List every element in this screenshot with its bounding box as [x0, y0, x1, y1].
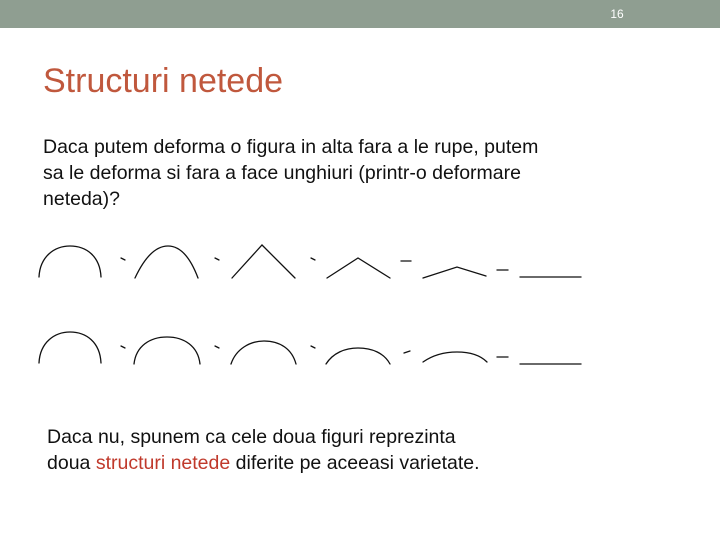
- row1-arrow-3: [311, 258, 315, 260]
- row2-arrow-2: [215, 346, 219, 348]
- row1-arrow-1: [121, 258, 125, 260]
- conclusion-text-before: doua: [47, 452, 96, 474]
- row2-arrow-4: [404, 351, 410, 353]
- slide-title: Structuri netede: [43, 62, 284, 100]
- body-line-1: Daca putem deforma o figura in alta fara a le rupe, putem: [43, 136, 539, 158]
- conclusion-line-1: Daca nu, spunem ca cele doua figuri reprezinta: [47, 426, 456, 448]
- conclusion-line-2: [47, 450, 687, 476]
- row1-arrow-2: [215, 258, 219, 260]
- row-smooth-deformation: [39, 332, 581, 364]
- row1-triangle: [232, 245, 295, 278]
- row1-arc: [39, 246, 101, 277]
- body-line-2: sa le deforma si fara a face unghiuri (printr-o deformare: [43, 162, 521, 184]
- row1-pointed-arc: [135, 246, 198, 278]
- row2-arc: [39, 332, 101, 363]
- row2-arrow-3: [311, 346, 315, 348]
- row1-low-triangle: [327, 258, 390, 278]
- row2-arc-5: [423, 352, 487, 362]
- body-line-3: neteda)?: [43, 188, 120, 210]
- highlighted-term: structuri netede: [95, 452, 231, 474]
- row2-arc-2: [134, 337, 200, 364]
- conclusion-text-after: diferite pe aceeasi varietate.: [230, 452, 480, 474]
- slide-number: 16: [610, 7, 624, 21]
- row1-flat-triangle: [423, 267, 486, 278]
- row2-arrow-1: [121, 346, 125, 348]
- row2-arc-4: [326, 348, 390, 364]
- row-corner-deformation: [39, 245, 581, 278]
- conclusion-paragraph: [47, 424, 687, 476]
- row2-arc-3: [231, 341, 296, 364]
